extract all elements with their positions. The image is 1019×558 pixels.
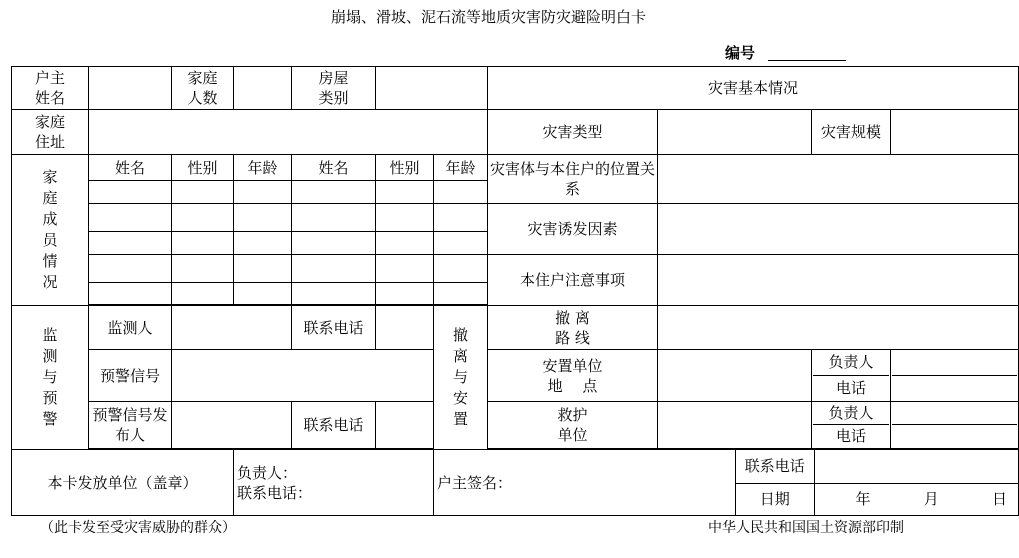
member-cell[interactable]: [234, 232, 292, 255]
rescue-unit-label: 救护 单位: [488, 402, 658, 449]
member-cell[interactable]: [376, 232, 434, 255]
signal-issuer-label: 预警信号发布人: [89, 402, 172, 449]
member-cell[interactable]: [292, 283, 376, 305]
address-label: 家庭 住址: [12, 110, 89, 155]
issuer-phone-field[interactable]: [376, 402, 434, 449]
member-header-name-2: 姓名: [292, 155, 376, 181]
member-cell[interactable]: [434, 204, 488, 232]
member-cell[interactable]: [172, 255, 234, 283]
member-header-gender-2: 性别: [376, 155, 434, 181]
position-relation-field[interactable]: [658, 155, 1019, 204]
position-relation-label: 灾害体与本住户的位置关系: [488, 155, 658, 204]
monitor-phone-field[interactable]: [376, 306, 434, 350]
house-type-field[interactable]: [376, 67, 488, 110]
member-cell[interactable]: [89, 204, 172, 232]
placement-person-in-charge-label: 负责人 电话: [812, 350, 891, 402]
footer-printer: 中华人民共和国国土资源部印制: [708, 520, 904, 536]
rescue-person-in-charge-label: 负责人 电话: [812, 402, 891, 449]
issuer-phone-label: 联系电话: [292, 402, 376, 449]
member-cell[interactable]: [434, 283, 488, 305]
member-cell[interactable]: [89, 255, 172, 283]
serial-label: 编号: [725, 44, 756, 62]
member-header-gender: 性别: [172, 155, 234, 181]
member-cell[interactable]: [292, 255, 376, 283]
member-cell[interactable]: [434, 255, 488, 283]
monitoring-section-label: 监测与预警: [12, 306, 89, 450]
household-notes-label: 本住户注意事项: [488, 255, 658, 306]
serial-number-field[interactable]: [768, 60, 846, 61]
monitor-person-label: 监测人: [89, 306, 172, 350]
member-cell[interactable]: [172, 204, 234, 232]
issuance-subtable: [736, 450, 1018, 515]
member-cell[interactable]: [234, 255, 292, 283]
address-field[interactable]: [89, 110, 488, 155]
trigger-factors-label: 灾害诱发因素: [488, 204, 658, 255]
monitor-person-field[interactable]: [172, 306, 292, 350]
member-cell[interactable]: [234, 283, 292, 305]
member-cell[interactable]: [376, 204, 434, 232]
member-header-age-2: 年龄: [434, 155, 488, 181]
rescue-contact-field[interactable]: [891, 402, 1019, 449]
evacuation-route-label: 撤 离 路 线: [488, 306, 658, 350]
member-cell[interactable]: [172, 283, 234, 305]
date-day: 日: [992, 490, 1008, 509]
issuance-date-field[interactable]: [814, 483, 1018, 515]
disaster-heading: 灾害基本情况: [488, 67, 1019, 110]
member-cell[interactable]: [89, 232, 172, 255]
monitor-phone-label: 联系电话: [292, 306, 376, 350]
issuing-unit-label: 本卡发放单位（盖章）: [12, 450, 234, 516]
trigger-factors-field[interactable]: [658, 204, 1019, 255]
member-cell[interactable]: [376, 283, 434, 305]
date-month: 月: [923, 490, 939, 509]
issuance-phone-field[interactable]: [814, 450, 1018, 483]
disaster-scale-field[interactable]: [891, 110, 1019, 155]
household-notes-field[interactable]: [658, 255, 1019, 306]
member-cell[interactable]: [172, 181, 234, 204]
member-cell[interactable]: [292, 232, 376, 255]
evacuation-route-field[interactable]: [658, 306, 1019, 350]
evacuation-section-label: 撤离与安置: [434, 306, 488, 450]
member-cell[interactable]: [434, 181, 488, 204]
date-year: 年: [855, 490, 871, 509]
member-cell[interactable]: [89, 181, 172, 204]
disaster-scale-label: 灾害规模: [812, 110, 891, 155]
member-cell[interactable]: [434, 232, 488, 255]
disaster-type-field[interactable]: [658, 110, 812, 155]
member-row: [12, 204, 1019, 232]
head-name-field[interactable]: [89, 67, 172, 110]
warning-signal-field[interactable]: [172, 350, 434, 402]
member-header-age: 年龄: [234, 155, 292, 181]
card-title: 崩塌、滑坡、泥石流等地质灾害防灾避险明白卡: [330, 8, 646, 26]
disaster-type-label: 灾害类型: [488, 110, 658, 155]
placement-contact-field[interactable]: [891, 350, 1019, 402]
member-cell[interactable]: [234, 204, 292, 232]
family-count-label: 家庭 人数: [172, 67, 234, 110]
owner-signature-field[interactable]: 户主签名：: [434, 450, 736, 516]
footer-distribution-note: （此卡发至受灾害威胁的群众）: [40, 520, 236, 536]
family-count-field[interactable]: [234, 67, 292, 110]
head-name-label: 户主 姓名: [12, 67, 89, 110]
placement-field[interactable]: [658, 350, 812, 402]
warning-signal-label: 预警信号: [89, 350, 172, 402]
member-row: [12, 255, 1019, 283]
member-cell[interactable]: [376, 255, 434, 283]
hazard-card-table: [11, 66, 1019, 516]
house-type-label: 房屋 类别: [292, 67, 376, 110]
placement-label: 安置单位 地 点: [488, 350, 658, 402]
member-cell[interactable]: [89, 283, 172, 305]
signal-issuer-field[interactable]: [172, 402, 292, 449]
issuance-contact-date: [736, 450, 1019, 516]
member-cell[interactable]: [292, 204, 376, 232]
member-cell[interactable]: [234, 181, 292, 204]
member-header-name: 姓名: [89, 155, 172, 181]
member-cell[interactable]: [172, 232, 234, 255]
issuer-responsible-field[interactable]: 负责人： 联系电话：: [234, 450, 434, 516]
members-section-label: 家庭成员情况: [12, 155, 89, 306]
member-cell[interactable]: [376, 181, 434, 204]
rescue-unit-field[interactable]: [658, 402, 812, 449]
issuance-date-label: 日期: [736, 483, 814, 515]
member-cell[interactable]: [292, 181, 376, 204]
issuance-phone-label: 联系电话: [736, 450, 814, 483]
